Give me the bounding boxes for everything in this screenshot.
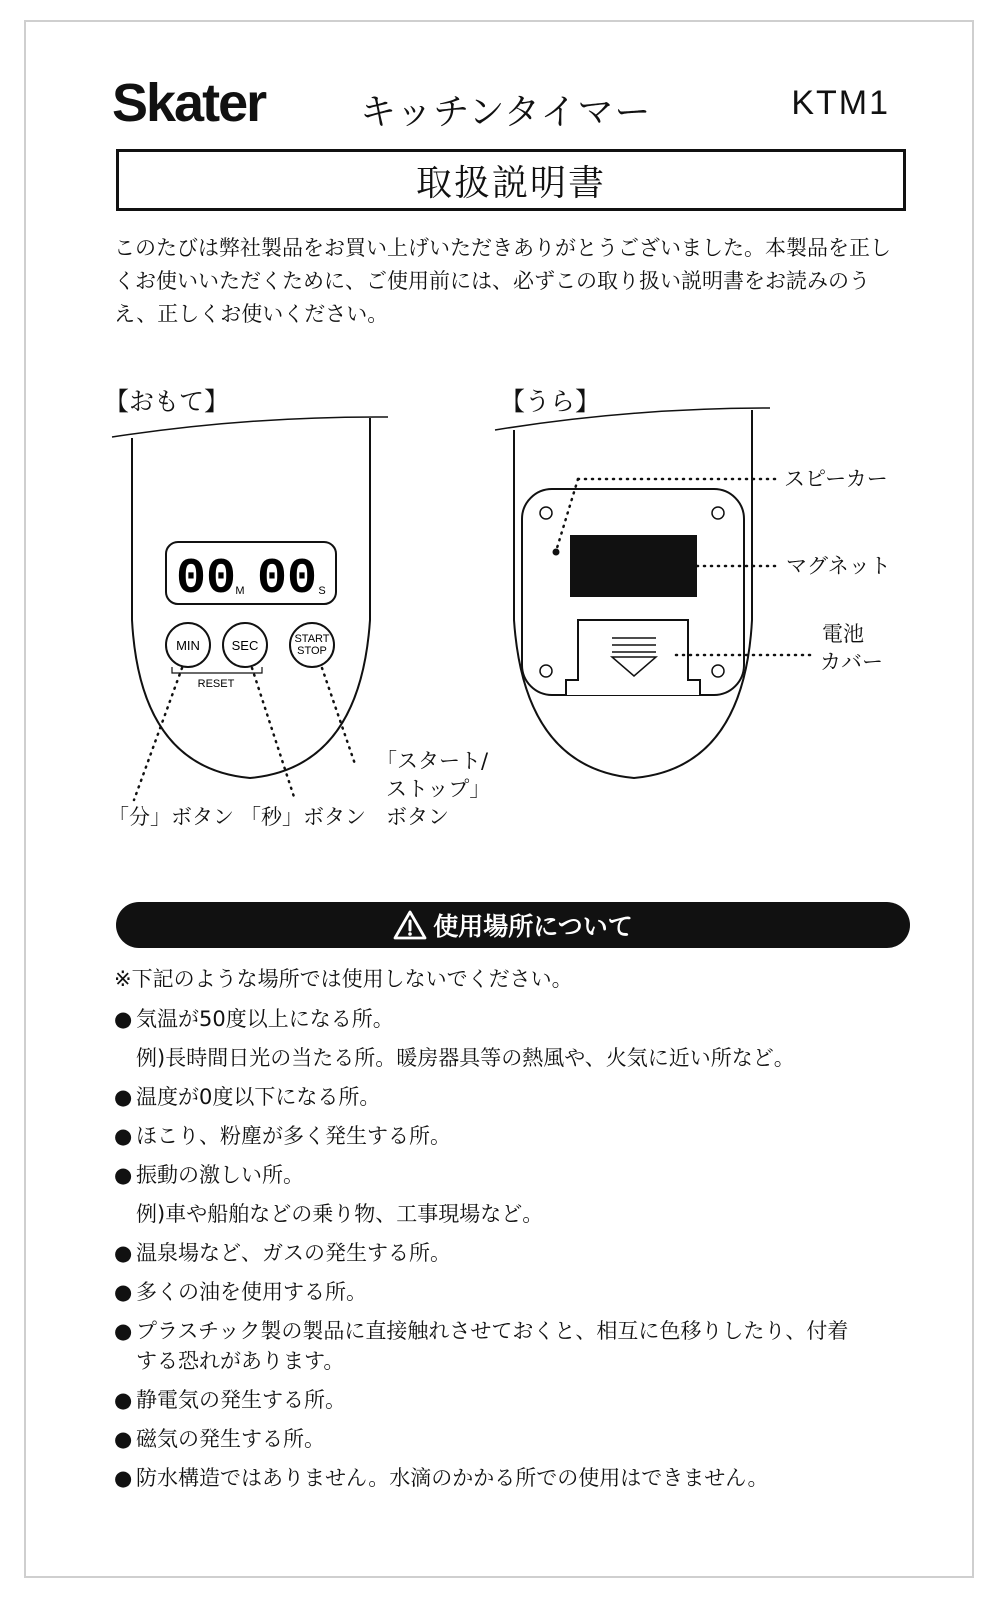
- front-callout-lines: [134, 668, 356, 800]
- start-stop-button: [290, 623, 334, 667]
- list-item: ● 静電気の発生する所。: [114, 1388, 346, 1412]
- list-item: ● 多くの油を使用する所。: [114, 1280, 367, 1304]
- lcd-display: [166, 542, 336, 608]
- callout-battery-2: カバー: [820, 650, 883, 674]
- callout-magnet: マグネット: [786, 554, 891, 578]
- intro-paragraph: このたびは弊社製品をお買い上げいただきありがとうございました。本製品を正しくお使いいただくために、ご使用前には、必ずこの取り扱い説明書をお読みのうえ、正しくお使いください。: [114, 236, 891, 326]
- warning-icon: [393, 909, 427, 941]
- callout-speaker: スピーカー: [784, 467, 888, 491]
- front-label: 【おもて】: [104, 387, 230, 416]
- usage-note: ※下記のような場所では使用しないでください。: [114, 967, 573, 991]
- model-number: KTM1: [791, 84, 890, 122]
- back-label: 【うら】: [500, 387, 601, 416]
- callout-battery-1: 電池: [822, 622, 864, 646]
- document-title: 取扱説明書: [116, 149, 906, 211]
- speaker-hole-icon: [553, 549, 560, 556]
- sec-button-label: SEC: [231, 638, 259, 653]
- list-item: ● 防水構造ではありません。水滴のかかる所での使用はできません。: [114, 1466, 769, 1490]
- back-panel: [522, 489, 744, 695]
- section-title: 使用場所について: [433, 912, 633, 941]
- min-button: [166, 623, 210, 667]
- stop-label: STOP: [297, 645, 327, 657]
- min-button-label: MIN: [176, 638, 200, 653]
- callout-start-stop-2: ストップ」: [386, 777, 491, 801]
- usage-list: [114, 1004, 914, 1502]
- list-item: ● 気温が50度以上になる所。 例)長時間日光の当たる所。暖房器具等の熱風や、火気に近い所など。: [114, 1007, 795, 1070]
- display-m-unit: M: [235, 585, 245, 597]
- magnet-block: [570, 535, 697, 597]
- reset-label: RESET: [197, 678, 235, 690]
- list-item: ● 磁気の発生する所。: [114, 1427, 325, 1451]
- sec-button: [223, 623, 267, 667]
- display-seconds: 00: [256, 551, 318, 608]
- list-item: ● 温泉場など、ガスの発生する所。: [114, 1241, 451, 1265]
- list-item: ● 温度が0度以下になる所。: [114, 1085, 381, 1109]
- display-s-unit: S: [318, 585, 326, 597]
- start-label: START: [294, 633, 330, 645]
- reset-bracket: [172, 667, 262, 690]
- product-name: キッチンタイマー: [360, 92, 652, 133]
- callout-start-stop-3: ボタン: [386, 805, 449, 829]
- callout-sec-button: 「秒」ボタン: [240, 805, 366, 829]
- list-item: ● ほこり、粉塵が多く発生する所。: [114, 1124, 451, 1148]
- brand-logo: Skater: [112, 73, 266, 133]
- callout-min-button: 「分」ボタン: [108, 805, 234, 829]
- callout-start-stop-1: 「スタート/: [376, 749, 489, 773]
- list-item: ● 振動の激しい所。 例)車や船舶などの乗り物、工事現場など。: [114, 1163, 544, 1226]
- list-item: ● プラスチック製の製品に直接触れさせておくと、相互に色移りしたり、付着 する恐れがあります。: [114, 1319, 849, 1373]
- section-banner: [116, 902, 910, 948]
- display-minutes: 00: [175, 551, 237, 608]
